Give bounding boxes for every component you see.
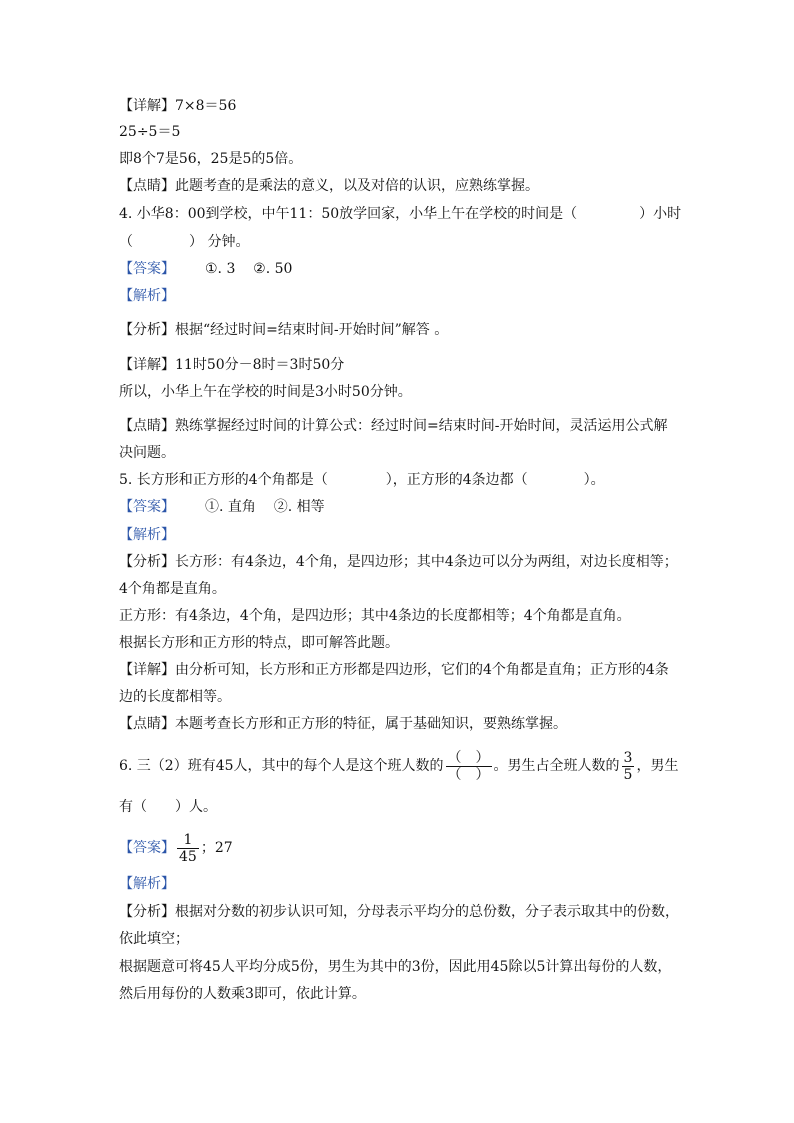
text: 根据对分数的初步认识可知，分母表示平均分的总份数，分子表示取其中的份数， xyxy=(175,904,679,920)
question-4 xyxy=(119,204,681,224)
section-tag: 【点睛】 xyxy=(119,716,175,732)
q4-dianjing-cont xyxy=(119,443,175,463)
jiexi-tag: 【解析】 xyxy=(119,288,175,304)
section-tag: 【分析】 xyxy=(119,904,175,920)
q4-fenxi xyxy=(119,320,448,340)
section-tag: 【分析】 xyxy=(119,554,175,570)
question-4-cont xyxy=(119,232,249,252)
line-xiangjie-1 xyxy=(119,96,236,116)
text: 熟练掌握经过时间的计算公式：经过时间=结束时间-开始时间，灵活运用公式解 xyxy=(175,418,668,434)
q4-jiexi xyxy=(119,286,175,306)
fraction-denominator: 45 xyxy=(179,848,197,865)
text: 所以，小华上午在学校的时间是3小时50分钟。 xyxy=(119,384,412,400)
question-text: ，男生 xyxy=(636,758,679,774)
text: 7×8＝56 xyxy=(175,98,237,114)
text: 此题考查的是乘法的意义，以及对倍的认识，应熟练掌握。 xyxy=(175,178,539,194)
question-text: ） 分钟。 xyxy=(189,234,250,250)
blank-fraction xyxy=(446,750,492,783)
q6-fenxi-c xyxy=(119,957,671,977)
q6-fenxi xyxy=(119,902,679,922)
text: 长方形：有4条边，4个角，是四边形；其中4条边可以分为两组，对边长度相等； xyxy=(175,554,678,570)
fraction-numerator: 3 xyxy=(623,749,633,766)
q5-answer xyxy=(119,497,325,517)
section-tag: 【点睛】 xyxy=(119,418,175,434)
section-tag: 【分析】 xyxy=(119,322,175,338)
question-text: 。男生占全班人数的 xyxy=(493,758,620,774)
q6-jiexi xyxy=(119,874,175,894)
q4-xiangjie xyxy=(119,355,344,375)
q5-xiangjie-cont xyxy=(119,687,231,707)
answer-tag: 【答案】 xyxy=(119,840,175,856)
fraction-three-fifths xyxy=(622,750,635,783)
text: 根据长方形和正方形的特点，即可解答此题。 xyxy=(119,635,399,651)
question-6 xyxy=(119,748,678,784)
question-text: 4. 小华8：00到学校，中午11：50放学回家，小华上午在学校的时间是（ xyxy=(119,206,578,222)
text: 4个角都是直角。 xyxy=(119,581,226,597)
question-6-cont xyxy=(119,797,217,817)
fraction-numerator: 1 xyxy=(177,832,199,849)
line-conclusion xyxy=(119,149,302,169)
q5-fenxi xyxy=(119,552,678,572)
text: 即8个7是56，25是5的5倍。 xyxy=(119,151,303,167)
q5-xiangjie xyxy=(119,660,669,680)
question-text: 5. 长方形和正方形的4个角都是（ xyxy=(119,472,328,488)
q6-fenxi-d xyxy=(119,984,366,1004)
text: 决问题。 xyxy=(119,445,175,461)
q5-fenxi-square xyxy=(119,606,631,626)
line-division xyxy=(119,122,180,142)
question-text: 有（ ）人。 xyxy=(119,799,217,815)
answer-fraction xyxy=(177,832,199,865)
text: 然后用每份的人数乘3即可，依此计算。 xyxy=(119,986,366,1002)
text: 边的长度都相等。 xyxy=(119,689,231,705)
q5-jiexi xyxy=(119,525,175,545)
question-text: ），正方形的4条边都（ xyxy=(385,472,528,488)
q4-dianjing xyxy=(119,416,667,436)
text: 正方形：有4条边，4个角，是四边形；其中4条边的长度都相等；4个角都是直角。 xyxy=(119,608,631,624)
jiexi-tag: 【解析】 xyxy=(119,527,175,543)
section-tag: 【详解】 xyxy=(119,662,175,678)
fraction-numerator: （ ） xyxy=(447,749,490,766)
q6-fenxi-cont xyxy=(119,929,189,949)
q5-dianjing xyxy=(119,714,567,734)
q5-fenxi-cont xyxy=(119,579,226,599)
q4-suoyi xyxy=(119,382,412,402)
text: 由分析可知，长方形和正方形都是四边形，它们的4个角都是直角；正方形的4条 xyxy=(175,662,669,678)
answer-text: ；27 xyxy=(200,840,233,856)
text: 根据题意可将45人平均分成5份，男生为其中的3份，因此用45除以5计算出每份的人数， xyxy=(119,959,672,975)
text: 依此填空； xyxy=(119,931,189,947)
text: 11时50分－8时＝3时50分 xyxy=(175,357,345,373)
text: 根据“经过时间=结束时间-开始时间”解答 。 xyxy=(175,322,449,338)
answer-text: ①. 直角 ②. 相等 xyxy=(205,499,325,515)
question-text: ）小时 xyxy=(639,206,682,222)
q4-answer xyxy=(119,259,292,279)
question-text: ）。 xyxy=(583,472,605,488)
answer-text: ①. 3 ②. 50 xyxy=(205,261,293,277)
section-tag: 【点睛】 xyxy=(119,178,175,194)
section-tag: 【详解】 xyxy=(119,357,175,373)
q6-answer xyxy=(119,830,233,866)
fraction-denominator: （ ） xyxy=(447,766,490,783)
answer-tag: 【答案】 xyxy=(119,261,175,277)
jiexi-tag: 【解析】 xyxy=(119,876,175,892)
text: 25÷5＝5 xyxy=(119,124,181,140)
section-tag: 【详解】 xyxy=(119,98,175,114)
answer-tag: 【答案】 xyxy=(119,499,175,515)
q5-fenxi-end xyxy=(119,633,399,653)
line-dianjing-1 xyxy=(119,176,539,196)
question-text: （ xyxy=(119,234,133,250)
text: 本题考查长方形和正方形的特征，属于基础知识，要熟练掌握。 xyxy=(175,716,567,732)
question-text: 6. 三（2）班有45人，其中的每个人是这个班人数的 xyxy=(119,758,444,774)
question-5 xyxy=(119,470,605,490)
fraction-denominator: 5 xyxy=(623,766,633,783)
